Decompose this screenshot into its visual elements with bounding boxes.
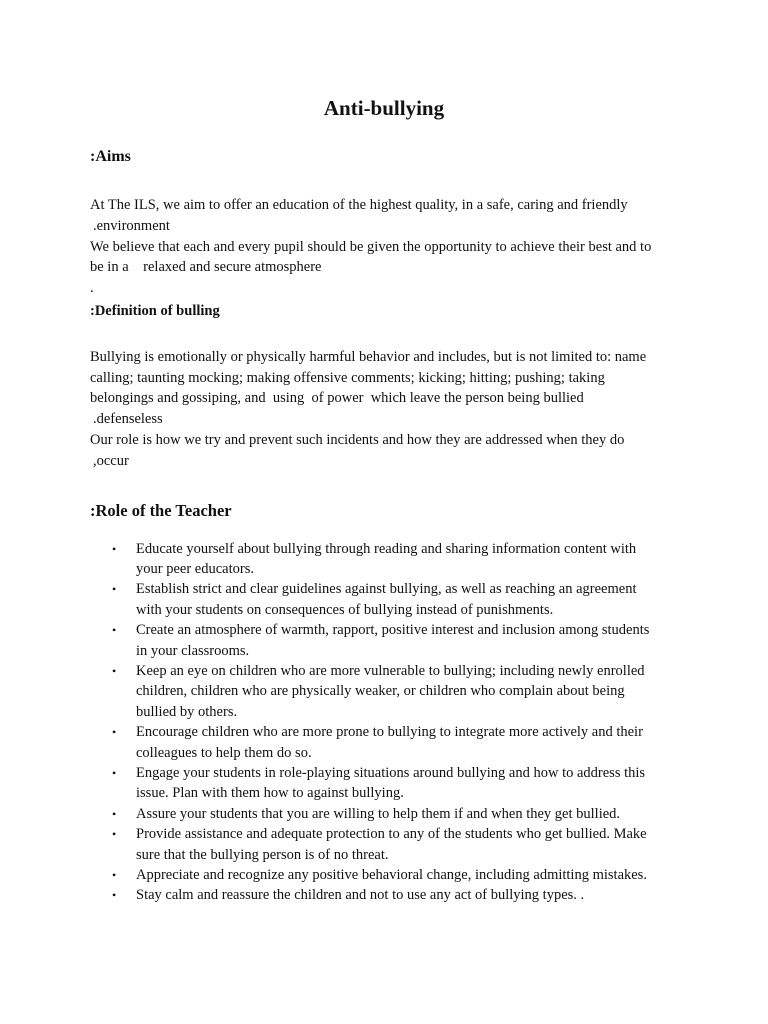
text-line: Engage your students in role-playing situations around bullying and how to address this (136, 765, 646, 782)
aims-heading: :Aims (90, 148, 131, 165)
definition-paragraph-1 (90, 347, 678, 430)
list-item (90, 763, 678, 804)
definition-heading: :Definition of bulling (90, 302, 220, 319)
text-line: Create an atmosphere of warmth, rapport, positive interest and inclusion among students (136, 622, 650, 639)
bullet-icon: • (112, 582, 117, 597)
text-line: Appreciate and recognize any positive behavioral change, including admitting mistakes. (136, 867, 647, 884)
text-line: bullied by others. (136, 703, 238, 720)
bullet-icon: • (112, 766, 117, 781)
list-item (90, 722, 678, 763)
list-item (90, 885, 678, 905)
text-line: Our role is how we try and prevent such incidents and how they are addressed when they do (90, 431, 625, 448)
bullet-icon: • (112, 806, 117, 821)
text-line: . (90, 280, 94, 297)
bullet-icon: • (112, 725, 117, 740)
text-line: We believe that each and every pupil should be given the opportunity to achieve their best and to (90, 238, 652, 255)
text-line: .environment (93, 217, 170, 234)
text-line: sure that the bullying person is of no threat. (136, 846, 389, 863)
text-line: belongings and gossiping, and using of power which leave the person being bullied (90, 390, 584, 407)
list-item (90, 539, 678, 580)
text-line: Assure your students that you are willing to help them if and when they get bullied. (136, 805, 621, 822)
text-line: Establish strict and clear guidelines against bullying, as well as reaching an agreement (136, 581, 637, 598)
text-line: calling; taunting mocking; making offensive comments; kicking; hitting; pushing; taking (90, 369, 605, 386)
definition-paragraph-2 (90, 430, 678, 472)
list-item (90, 579, 678, 620)
text-line: Bullying is emotionally or physically harmful behavior and includes, but is not limited to: name (90, 348, 647, 365)
aims-paragraph-1 (90, 195, 678, 237)
text-line: be in a relaxed and secure atmosphere (90, 259, 322, 276)
text-line: Keep an eye on children who are more vulnerable to bullying; including newly enrolled (136, 663, 645, 679)
teacher-role-list (90, 539, 678, 906)
text-line: Encourage children who are more prone to bullying to integrate more actively and their (136, 724, 643, 741)
list-item (90, 620, 678, 661)
text-line: Stay calm and reassure the children and not to use any act of bullying types. . (136, 887, 585, 904)
bullet-icon: • (112, 664, 117, 678)
bullet-icon: • (112, 541, 117, 556)
list-item (90, 661, 678, 722)
list-item (90, 824, 678, 865)
text-line: children, children who are physically weaker, or children who complain about being (136, 683, 625, 700)
list-item (90, 804, 678, 824)
text-line: Provide assistance and adequate protection to any of the students who get bullied. Make (136, 826, 647, 843)
text-line: Educate yourself about bullying through reading and sharing information content with (136, 540, 637, 557)
teacher-role-heading: :Role of the Teacher (90, 500, 232, 520)
document-title: Anti-bullying (323, 96, 445, 120)
bullet-icon: • (112, 623, 117, 638)
text-line: .defenseless (93, 411, 163, 428)
text-line: colleagues to help them do so. (136, 744, 312, 761)
text-line: At The ILS, we aim to offer an education of the highest quality, in a safe, caring and friendly (90, 197, 628, 213)
text-line: issue. Plan with them how to against bullying. (136, 785, 404, 802)
bullet-icon: • (112, 888, 117, 903)
bullet-icon: • (112, 827, 117, 842)
text-line: with your students on consequences of bullying instead of punishments. (136, 601, 554, 618)
aims-paragraph-2 (90, 237, 678, 299)
bullet-icon: • (112, 868, 117, 883)
text-line: in your classrooms. (136, 642, 250, 659)
text-line: your peer educators. (136, 560, 254, 577)
text-line: ,occur (93, 452, 129, 469)
list-item (90, 865, 678, 885)
